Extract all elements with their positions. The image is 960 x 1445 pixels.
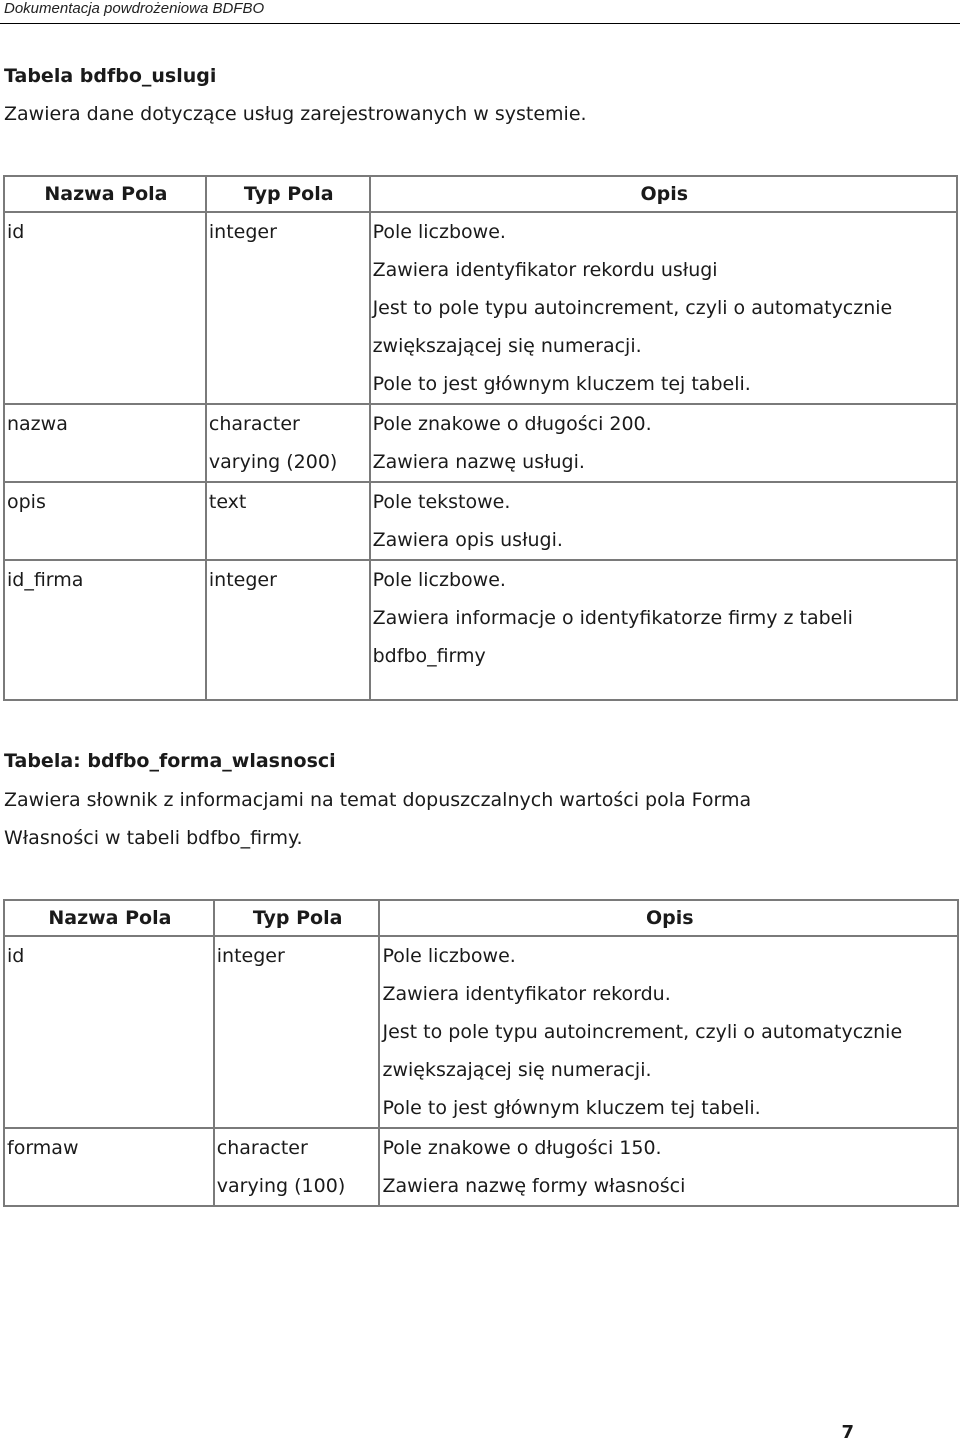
column-header-description: Opis bbox=[379, 900, 958, 936]
field-type-line: character bbox=[208, 413, 300, 435]
section-description-uslugi: Zawiera dane dotyczące usług zarejestrowanych w systemie. bbox=[4, 103, 587, 125]
field-name-cell: opis bbox=[4, 482, 206, 560]
field-name-cell: formaw bbox=[4, 1128, 214, 1206]
description-line: Pole znakowe o długości 200. bbox=[372, 413, 652, 435]
field-description-cell bbox=[379, 1128, 958, 1206]
description-line: Jest to pole typu autoincrement, czyli o automatycznie bbox=[382, 1021, 903, 1043]
field-description-cell bbox=[370, 560, 957, 700]
field-description-cell bbox=[370, 404, 957, 482]
column-header-field: Nazwa Pola bbox=[4, 176, 206, 212]
field-type-line: varying (100) bbox=[216, 1175, 346, 1197]
field-description-cell bbox=[370, 212, 957, 404]
column-header-type: Typ Pola bbox=[214, 900, 380, 936]
field-name-cell: id_firma bbox=[4, 560, 206, 700]
description-line: Zawiera identyfikator rekordu usługi bbox=[372, 259, 718, 281]
table-row bbox=[4, 482, 957, 560]
description-line: bdfbo_firmy bbox=[372, 645, 486, 667]
table-row bbox=[4, 1128, 958, 1206]
field-type-cell bbox=[214, 1128, 380, 1206]
cell-padding bbox=[373, 675, 956, 699]
description-line: Pole liczbowe. bbox=[372, 221, 506, 243]
fields-table-forma-wlasnosci bbox=[3, 899, 959, 1207]
description-line: Pole to jest głównym kluczem tej tabeli. bbox=[382, 1097, 761, 1119]
field-type-line: integer bbox=[208, 221, 277, 243]
fields-table-uslugi bbox=[3, 175, 958, 701]
description-line: Zawiera opis usługi. bbox=[372, 529, 563, 551]
section-title-forma-wlasnosci: Tabela: bdfbo_forma_wlasnosci bbox=[4, 750, 336, 772]
running-header: Dokumentacja powdrożeniowa BDFBO bbox=[4, 0, 265, 17]
field-type-line: varying (200) bbox=[208, 451, 338, 473]
table-header-row bbox=[4, 900, 958, 936]
header-rule bbox=[0, 23, 960, 24]
table-row bbox=[4, 560, 957, 700]
description-line: Własności w tabeli bdfbo_firmy. bbox=[4, 827, 303, 849]
table-row bbox=[4, 212, 957, 404]
description-line: Pole to jest głównym kluczem tej tabeli. bbox=[372, 373, 751, 395]
field-name-cell: id bbox=[4, 936, 214, 1128]
column-header-field: Nazwa Pola bbox=[4, 900, 214, 936]
column-header-type: Typ Pola bbox=[206, 176, 370, 212]
table-row bbox=[4, 404, 957, 482]
page-number: 7 bbox=[841, 1422, 854, 1443]
field-type-line: integer bbox=[208, 569, 277, 591]
field-name-cell: nazwa bbox=[4, 404, 206, 482]
table-header-row bbox=[4, 176, 957, 212]
description-line: Jest to pole typu autoincrement, czyli o automatycznie bbox=[372, 297, 893, 319]
field-type-cell bbox=[206, 212, 370, 404]
field-type-cell bbox=[206, 404, 370, 482]
description-line: zwiększającej się numeracji. bbox=[372, 335, 642, 357]
description-line: Zawiera nazwę formy własności bbox=[382, 1175, 686, 1197]
section-description-forma-wlasnosci bbox=[4, 781, 954, 857]
field-type-cell bbox=[206, 482, 370, 560]
description-line: Zawiera słownik z informacjami na temat dopuszczalnych wartości pola Forma bbox=[4, 789, 752, 811]
field-name-cell: id bbox=[4, 212, 206, 404]
field-type-cell bbox=[206, 560, 370, 700]
description-line: Pole znakowe o długości 150. bbox=[382, 1137, 662, 1159]
column-header-description: Opis bbox=[370, 176, 957, 212]
description-line: Zawiera identyfikator rekordu. bbox=[382, 983, 671, 1005]
description-line: Pole tekstowe. bbox=[372, 491, 511, 513]
description-line: Pole liczbowe. bbox=[382, 945, 516, 967]
description-line: Zawiera informacje o identyfikatorze firmy z tabeli bbox=[372, 607, 853, 629]
field-type-line: text bbox=[208, 491, 247, 513]
field-description-cell bbox=[379, 936, 958, 1128]
description-line: Pole liczbowe. bbox=[372, 569, 506, 591]
field-type-line: character bbox=[216, 1137, 308, 1159]
field-type-cell bbox=[214, 936, 380, 1128]
description-line: Zawiera nazwę usługi. bbox=[372, 451, 585, 473]
field-type-line: integer bbox=[216, 945, 285, 967]
table-row bbox=[4, 936, 958, 1128]
description-line: zwiększającej się numeracji. bbox=[382, 1059, 652, 1081]
section-title-uslugi: Tabela bdfbo_uslugi bbox=[4, 65, 217, 87]
field-description-cell bbox=[370, 482, 957, 560]
